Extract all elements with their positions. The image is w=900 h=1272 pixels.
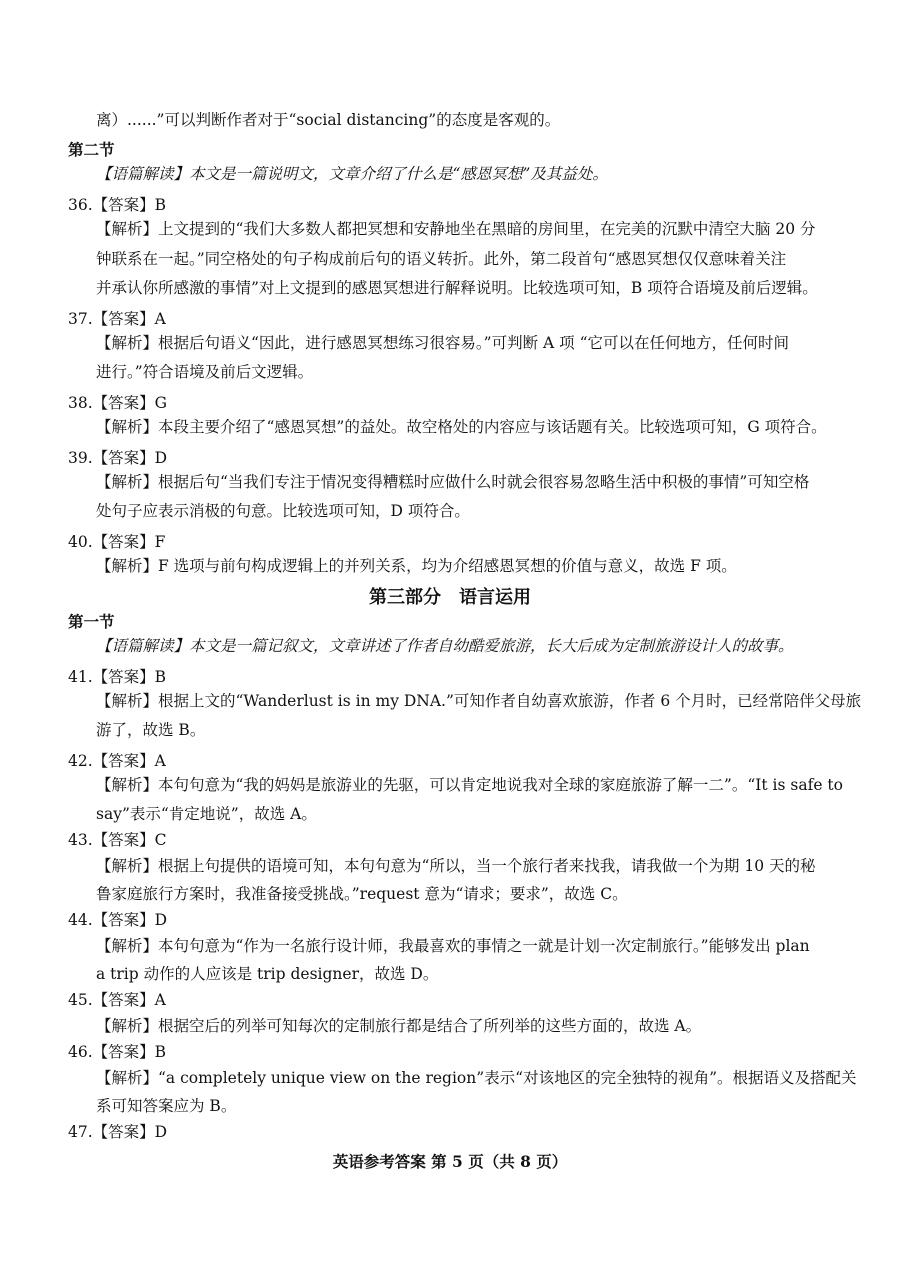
explanation-line: 【解析】本句句意为“作为一名旅行设计师，我最喜欢的事情之一就是计划一次定制旅行。”能够发出 plan — [96, 937, 810, 955]
explanation-line: 鲁家庭旅行方案时，我准备接受挑战。”request 意为“请求；要求”，故选 C。 — [96, 885, 628, 903]
explanation-line: 处句子应表示消极的句意。比较选项可知，D 项符合。 — [96, 502, 470, 520]
page-footer: 英语参考答案 第 5 页（共 8 页） — [332, 1152, 568, 1171]
explanation-line: a trip 动作的人应该是 trip designer，故选 D。 — [96, 965, 439, 983]
answer-line: 39.【答案】D — [68, 449, 168, 467]
answer-line: 45.【答案】A — [68, 991, 166, 1009]
explanation-line: 并承认你所感激的事情”对上文提到的感恩冥想进行解释说明。比较选项可知，B 项符合语境及前后逻辑。 — [96, 279, 818, 297]
explanation-line: 游了，故选 B。 — [96, 721, 206, 739]
explanation-line: 进行。”符合语境及前后文逻辑。 — [96, 363, 314, 381]
explanation-line: 【解析】“a completely unique view on the region”表示“对该地区的完全独特的视角”。根据语义及搭配关 — [96, 1069, 857, 1087]
passage-summary: 【语篇解读】本文是一篇记叙文，文章讲述了作者自幼酷爱旅游，长大后成为定制旅游设计人的故事。 — [96, 637, 794, 655]
answer-line: 36.【答案】B — [68, 196, 167, 214]
answer-line: 47.【答案】D — [68, 1123, 168, 1141]
explanation-line: 【解析】本句句意为“我的妈妈是旅游业的先驱，可以肯定地说我对全球的家庭旅游了解一二”。“It is safe to — [96, 776, 843, 794]
section-heading: 第二节 — [68, 140, 115, 159]
explanation-line: 【解析】F 选项与前句构成逻辑上的并列关系，均为介绍感恩冥想的价值与意义，故选 F 项。 — [96, 557, 737, 575]
answer-line: 43.【答案】C — [68, 831, 167, 849]
section-heading: 第一节 — [68, 612, 115, 631]
explanation-line: 【解析】根据上文的“Wanderlust is in my DNA.”可知作者自幼喜欢旅游，作者 6 个月时，已经常陪伴父母旅 — [96, 692, 862, 710]
answer-line: 46.【答案】B — [68, 1043, 167, 1061]
explanation-line: 【解析】上文提到的“我们大多数人都把冥想和安静地坐在黑暗的房间里，在完美的沉默中清空大脑 20 分 — [96, 220, 816, 238]
explanation-line: 【解析】根据后句“当我们专注于情况变得糟糕时应做什么时就会很容易忽略生活中积极的事情”可知空格 — [96, 473, 810, 491]
explanation-line: 【解析】根据上句提供的语境可知，本句句意为“所以，当一个旅行者来找我，请我做一个为期 10 天的秘 — [96, 857, 816, 875]
answer-line: 41.【答案】B — [68, 668, 167, 686]
passage-summary: 【语篇解读】本文是一篇说明文，文章介绍了什么是“感恩冥想”及其益处。 — [96, 165, 608, 183]
answer-line: 38.【答案】G — [68, 394, 168, 412]
text-line: 离）......”可以判断作者对于“social distancing”的态度是客观的。 — [96, 111, 561, 129]
answer-line: 40.【答案】F — [68, 533, 166, 551]
explanation-line: 【解析】根据后句语义“因此，进行感恩冥想练习很容易。”可判断 A 项 “它可以在任何地方，任何时间 — [96, 334, 789, 352]
answer-line: 37.【答案】A — [68, 310, 166, 328]
answer-line: 44.【答案】D — [68, 911, 168, 929]
explanation-line: 钟联系在一起。”同空格处的句子构成前后句的语义转折。此外，第二段首句“感恩冥想仅仅意味着关注 — [96, 250, 787, 268]
part-title: 第三部分 语言运用 — [369, 587, 531, 608]
explanation-line: 系可知答案应为 B。 — [96, 1097, 237, 1115]
explanation-line: say”表示“肯定地说”，故选 A。 — [96, 805, 317, 823]
answer-line: 42.【答案】A — [68, 752, 166, 770]
explanation-line: 【解析】本段主要介绍了“感恩冥想”的益处。故空格处的内容应与该话题有关。比较选项可知，G 项符合。 — [96, 418, 827, 436]
explanation-line: 【解析】根据空后的列举可知每次的定制旅行都是结合了所列举的这些方面的，故选 A。 — [96, 1017, 702, 1035]
